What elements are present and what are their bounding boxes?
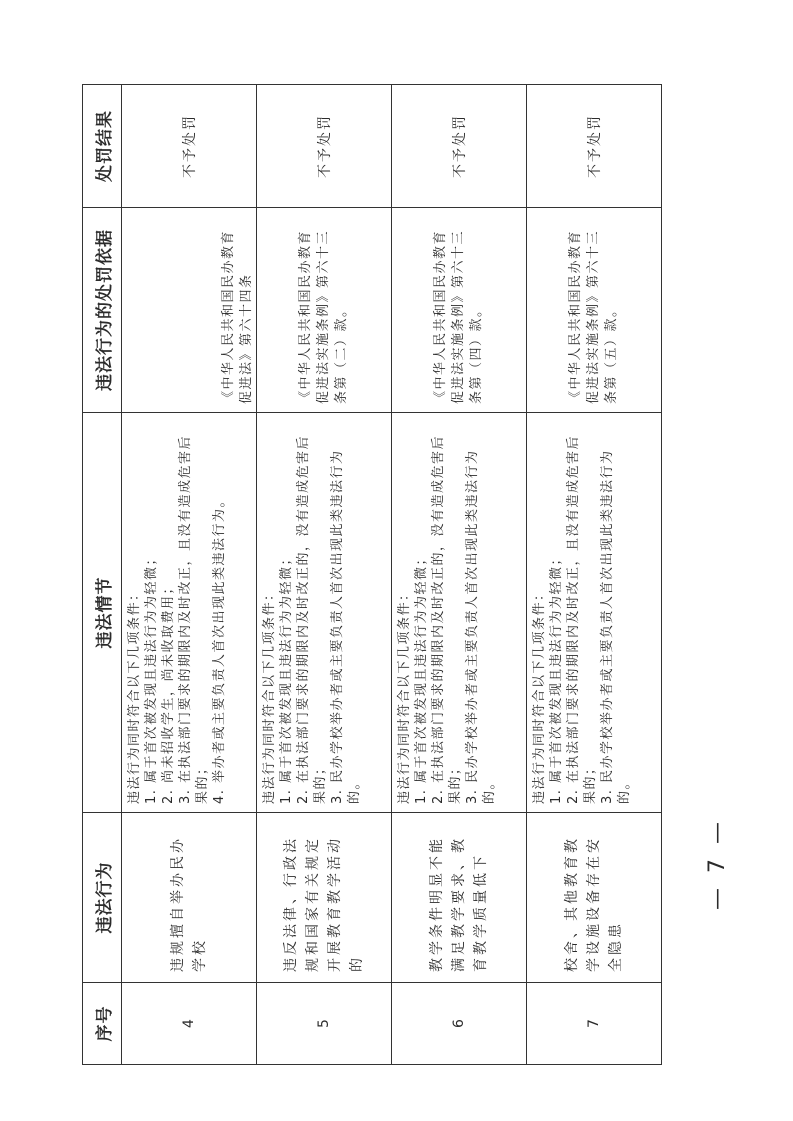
- header-circumstances: 违法情节: [83, 413, 122, 813]
- header-basis: 违法行为的处罚依据: [83, 208, 122, 413]
- row-act: 教学条件明显不能满足教学要求、教育教学质量低下: [392, 813, 527, 983]
- circumstance-line: 3. 民办学校举办者或主要负责人首次出现此类违法行为的。: [600, 449, 632, 804]
- circumstance-line: 2. 在执法部门要求的期限内及时改正，且没有造成危害后果的；: [566, 434, 598, 804]
- circumstance-line: 3. 民办学校举办者或主要负责人首次出现此类违法行为的。: [465, 449, 497, 804]
- circumstance-line: 1. 属于首次被发现且违法行为为轻微；: [549, 550, 564, 804]
- row-act: 违规擅自举办民办学校: [122, 813, 257, 983]
- circumstance-line: 1. 属于首次被发现且违法行为为轻微；: [414, 550, 429, 804]
- row-basis: 《中华人民共和国民办教育促进法》第六十四条: [122, 208, 257, 413]
- table-row: [527, 85, 662, 1065]
- circumstance-line: 3. 民办学校举办者或主要负责人首次出现此类违法行为的。: [330, 449, 362, 804]
- circumstance-line: 2. 在执法部门要求的期限内及时改正的，没有造成危害后果的；: [431, 434, 463, 804]
- row-basis: 《中华人民共和国民办教育促进法实施条例》第六十三条第（五）款。: [527, 208, 662, 413]
- row-basis: 《中华人民共和国民办教育促进法实施条例》第六十三条第（四）款。: [392, 208, 527, 413]
- page-number: — 7 —: [705, 818, 730, 910]
- row-result: 不予处罚: [257, 85, 392, 208]
- row-result: 不予处罚: [122, 85, 257, 208]
- row-circumstances: [257, 413, 392, 813]
- row-circumstances: [122, 413, 257, 813]
- row-result: 不予处罚: [392, 85, 527, 208]
- table-row: [122, 85, 257, 1065]
- table-row: [392, 85, 527, 1065]
- circumstance-line: 违法行为同时符合以下几项条件：: [532, 586, 547, 804]
- circumstance-line: 违法行为同时符合以下几项条件：: [127, 586, 142, 804]
- row-seq: 6: [392, 983, 527, 1065]
- rotated-table-container: [82, 85, 662, 1065]
- header-result: 处罚结果: [83, 85, 122, 208]
- header-act: 违法行为: [83, 813, 122, 983]
- circumstance-line: 2. 在执法部门要求的期限内及时改正的，没有造成危害后果的；: [296, 434, 328, 804]
- header-seq: 序号: [83, 983, 122, 1065]
- row-seq: 5: [257, 983, 392, 1065]
- row-seq: 4: [122, 983, 257, 1065]
- row-circumstances: [527, 413, 662, 813]
- row-result: 不予处罚: [527, 85, 662, 208]
- row-circumstances: [392, 413, 527, 813]
- page-number-region: [705, 818, 745, 930]
- penalty-table-region: [82, 85, 662, 1065]
- circumstance-line: 3. 在执法部门要求的期限内及时改正，且没有造成危害后果的；: [178, 434, 210, 804]
- row-act: 违反法律、行政法规和国家有关规定开展教育教学活动的: [257, 813, 392, 983]
- circumstance-line: 违法行为同时符合以下几项条件：: [262, 586, 277, 804]
- circumstance-line: 2. 尚未招收学生，尚未收取费用；: [161, 579, 176, 804]
- circumstance-line: 4. 举办者或主要负责人首次出现此类违法行为。: [212, 492, 227, 804]
- row-basis: 《中华人民共和国民办教育促进法实施条例》第六十三条第（二）款。: [257, 208, 392, 413]
- circumstance-line: 1. 属于首次被发现且违法行为为轻微；: [144, 550, 159, 804]
- table-row: [257, 85, 392, 1065]
- circumstance-line: 违法行为同时符合以下几项条件：: [397, 586, 412, 804]
- table-header-row: [83, 85, 122, 1065]
- circumstance-line: 1. 属于首次被发现且违法行为为轻微；: [279, 550, 294, 804]
- row-seq: 7: [527, 983, 662, 1065]
- penalty-table: [82, 84, 662, 1065]
- row-act: 校舍、其他教育教学设施设备存在安全隐患: [527, 813, 662, 983]
